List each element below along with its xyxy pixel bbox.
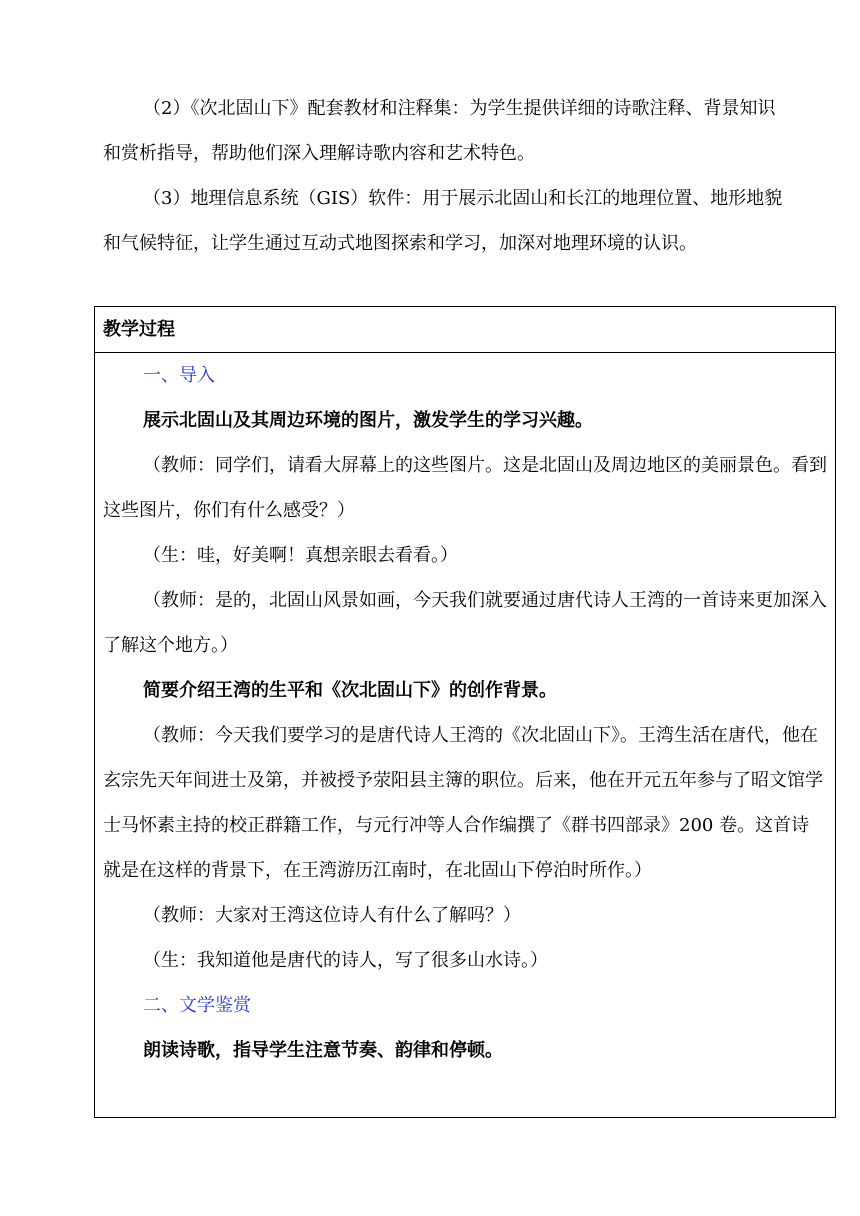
dialogue-line: （教师：是的，北固山风景如画，今天我们就要通过唐代诗人王湾的一首诗来更加深入了解这个地方。） — [103, 590, 827, 656]
step-introduce-poet: 简要介绍王湾的生平和《次北固山下》的创作背景。 — [143, 680, 557, 701]
subheading-appreciation: 二、文学鉴赏 — [143, 995, 251, 1016]
dialogue-line: （生：哇，好美啊！真想亲眼去看看。） — [143, 545, 458, 566]
dialogue-line: （教师：大家对王湾这位诗人有什么了解吗？） — [143, 905, 521, 926]
materials-list — [103, 86, 783, 266]
section-body — [95, 353, 835, 1073]
dialogue-line: （生：我知道他是唐代的诗人，写了很多山水诗。） — [143, 950, 548, 971]
step-show-images: 展示北固山及其周边环境的图片，激发学生的学习兴趣。 — [143, 410, 593, 431]
dialogue-line: （教师：今天我们要学习的是唐代诗人王湾的《次北固山下》。王湾生活在唐代，他在玄宗先天年间进士及第，并被授予荥阳县主簿的职位。后来，他在开元五年参与了昭文馆学士马怀素主持的校正群籍工作，与元行冲等人合作编撰了《群书四部录》200 卷。这首诗就是在这样的背景下，在王湾游历江南时，在北固山下停泊时所作。） — [103, 725, 823, 881]
material-item-2: （2）《次北固山下》配套教材和注释集：为学生提供详细的诗歌注释、背景知识和赏析指导，帮助他们深入理解诗歌内容和艺术特色。 — [103, 98, 776, 164]
section-title: 教学过程 — [95, 307, 835, 353]
dialogue-line: （教师：同学们，请看大屏幕上的这些图片。这是北固山及周边地区的美丽景色。看到这些图片，你们有什么感受？） — [103, 455, 827, 521]
subheading-intro: 一、导入 — [143, 365, 215, 386]
material-item-3: （3）地理信息系统（GIS）软件：用于展示北固山和长江的地理位置、地形地貌和气候特征，让学生通过互动式地图探索和学习，加深对地理环境的认识。 — [103, 188, 783, 254]
step-read-aloud: 朗读诗歌，指导学生注意节奏、韵律和停顿。 — [143, 1040, 503, 1061]
teaching-process-table — [94, 306, 836, 1118]
